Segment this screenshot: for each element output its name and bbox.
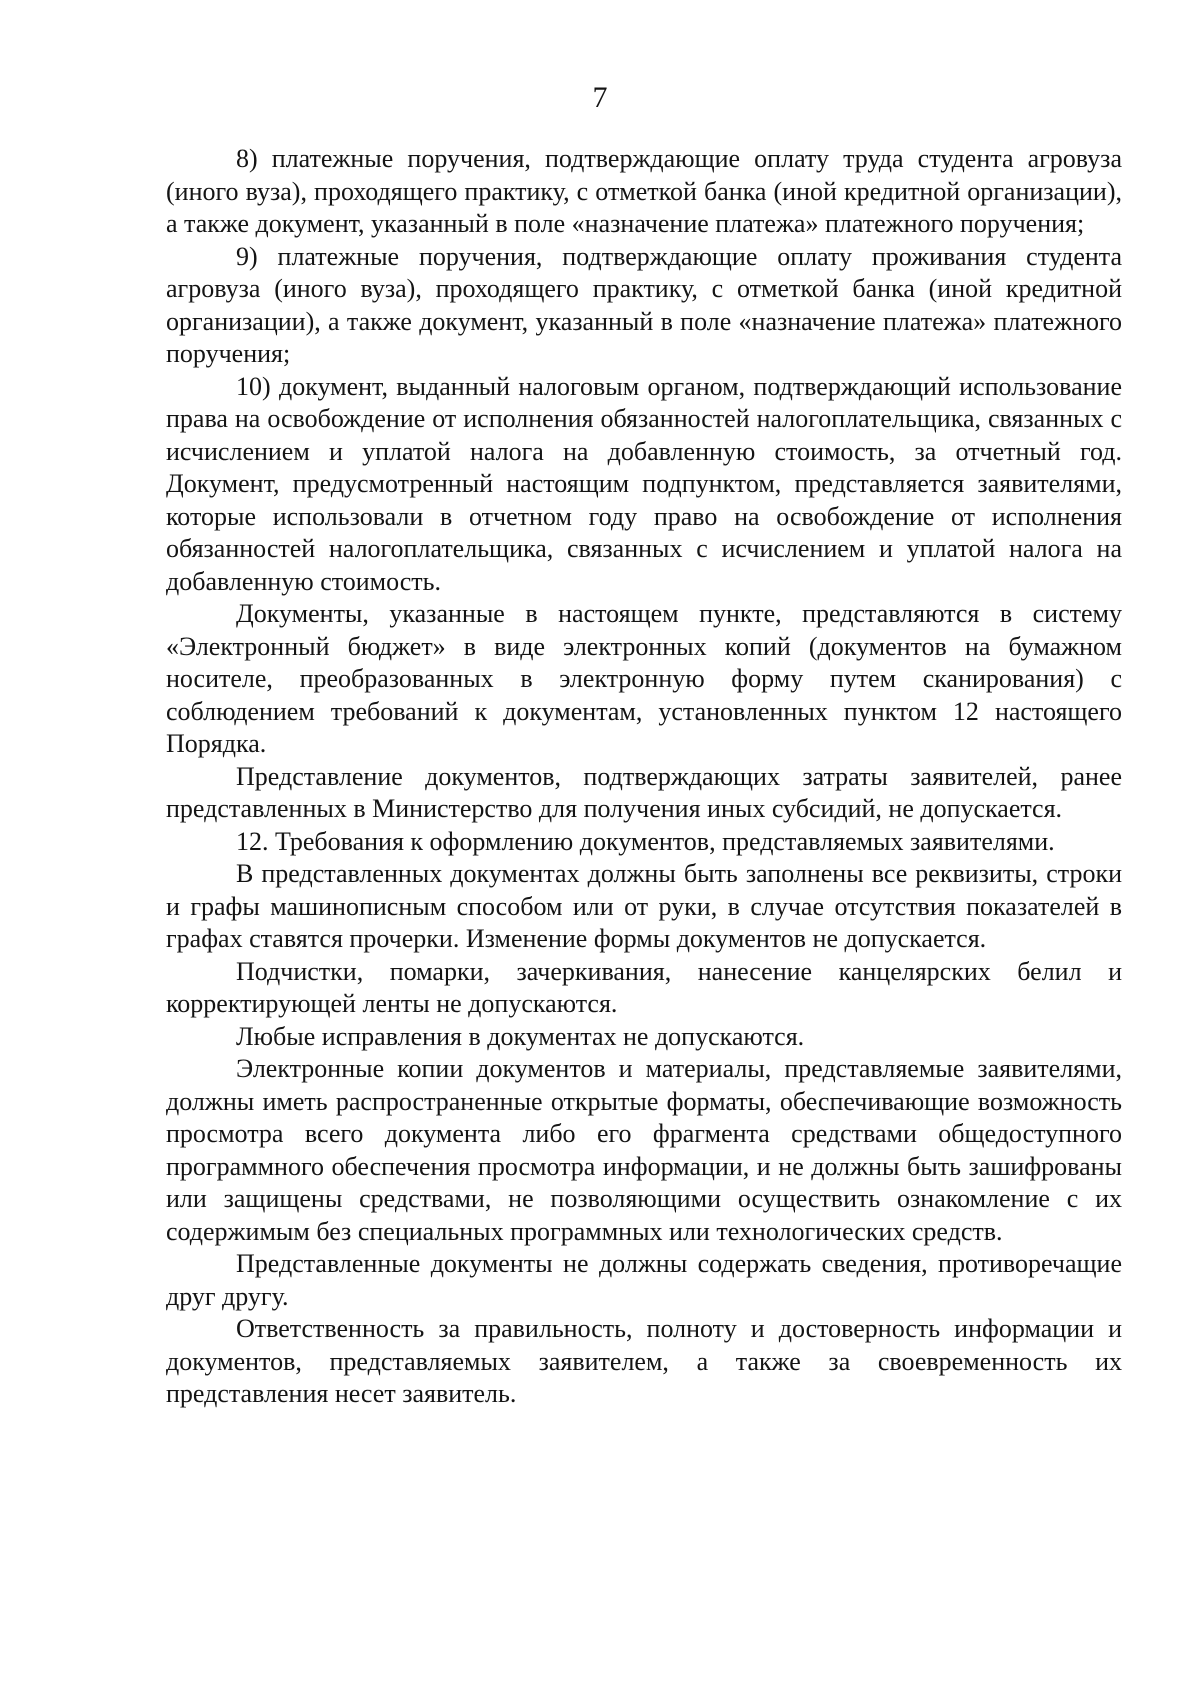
- paragraph-responsibility: Ответственность за правильность, полноту и достоверность информации и документов, представляемых заявителем, а также за своевременность их представления несет заявитель.: [166, 1314, 1122, 1408]
- page-number: 7: [592, 81, 608, 114]
- paragraph-item-9: 9) платежные поручения, подтверждающие оплату проживания студента агровуза (иного вуза), проходящего практику, с отметкой банка (иной кредитной организации), а также документ, указанный в поле «назначение платежа» платежного поручения;: [166, 241, 1122, 368]
- paragraph-no-contradictions: Представленные документы не должны содержать сведения, противоречащие друг другу.: [166, 1249, 1122, 1311]
- paragraph-no-erasures: Подчистки, помарки, зачеркивания, нанесение канцелярских белил и корректирующей ленты не допускаются.: [166, 956, 1122, 1018]
- document-body: [166, 143, 1122, 1411]
- paragraph-no-corrections: Любые исправления в документах не допускаются.: [236, 1021, 805, 1051]
- paragraph-item-10: 10) документ, выданный налоговым органом, подтверждающий использование права на освобождение от исполнения обязанностей налогоплательщика, связанных с исчислением и уплатой налога на добавленную стоимость, за отчетный год. Документ, предусмотренный настоящим подпунктом, представляется заявителями, которые использовали в отчетном году право на освобождение от исполнения обязанностей налогоплательщика, связанных с исчислением и уплатой налога на добавленную стоимость.: [166, 371, 1122, 596]
- paragraph-previous-submission: Представление документов, подтверждающих затраты заявителей, ранее представленных в Министерство для получения иных субсидий, не допускается.: [166, 761, 1122, 823]
- paragraph-electronic-copies: Документы, указанные в настоящем пункте, представляются в систему «Электронный бюджет» в виде электронных копий (документов на бумажном носителе, преобразованных в электронную форму путем сканирования) с соблюдением требований к документам, установленных пунктом 12 настоящего Порядка.: [166, 599, 1122, 758]
- section-heading-12: 12. Требования к оформлению документов, представляемых заявителями.: [236, 826, 1055, 856]
- paragraph-file-formats: Электронные копии документов и материалы, представляемые заявителями, должны иметь распространенные открытые форматы, обеспечивающие возможность просмотра всего документа либо его фрагмента средствами общедоступного программного обеспечения просмотра информации, и не должны быть зашифрованы или защищены средствами, не позволяющими осуществить ознакомление с их содержимым без специальных программных или технологических средств.: [166, 1054, 1122, 1246]
- paragraph-filling-requirements: В представленных документах должны быть заполнены все реквизиты, строки и графы машинописным способом или от руки, в случае отсутствия показателей в графах ставятся прочерки. Изменение формы документов не допускается.: [166, 859, 1122, 953]
- paragraph-item-8: 8) платежные поручения, подтверждающие оплату труда студента агровуза (иного вуза), проходящего практику, с отметкой банка (иной кредитной организации), а также документ, указанный в поле «назначение платежа» платежного поручения;: [166, 144, 1122, 238]
